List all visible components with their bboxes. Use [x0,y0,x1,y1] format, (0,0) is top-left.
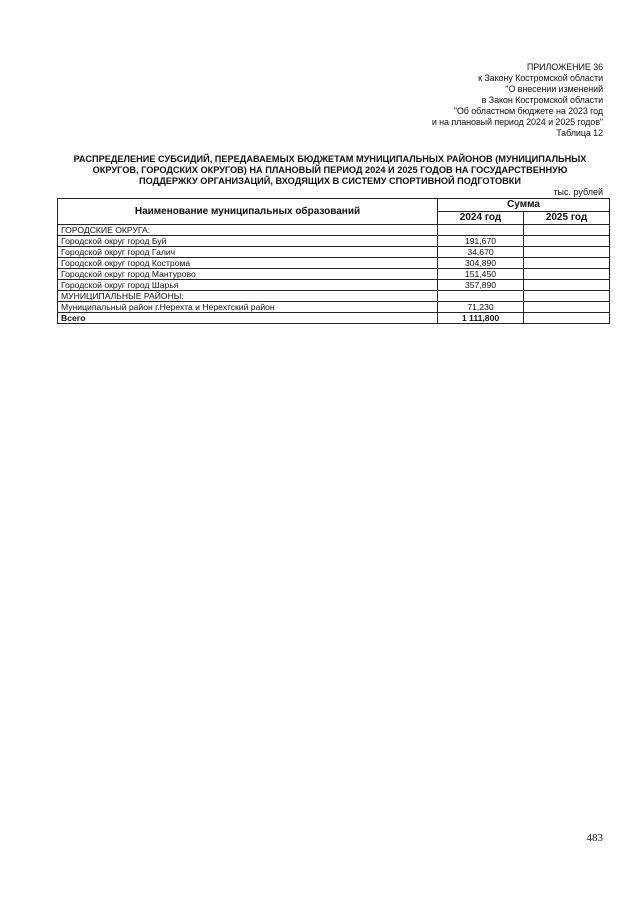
appendix-header-line: "Об областном бюджете на 2023 год [453,106,603,116]
row-value-2024: 34,670 [438,247,524,258]
row-value-2024: 357,890 [438,280,524,291]
document-title-line: ОКРУГОВ, ГОРОДСКИХ ОКРУГОВ) НА ПЛАНОВЫЙ ПЕРИОД 2024 И 2025 ГОДОВ НА ГОСУДАРСТВЕННУЮ [92,165,568,175]
row-name: ГОРОДСКИЕ ОКРУГА: [58,225,438,236]
table-row [58,258,610,269]
column-header-name: Наименование муниципальных образований [58,199,438,225]
table-row [58,269,610,280]
document-title [40,154,620,187]
row-value-2024: 151,450 [438,269,524,280]
appendix-header-line: и на плановый период 2024 и 2025 годов" [431,117,603,127]
document-title-line: РАСПРЕДЕЛЕНИЕ СУБСИДИЙ, ПЕРЕДАВАЕМЫХ БЮДЖЕТАМ МУНИЦИПАЛЬНЫХ РАЙОНОВ (МУНИЦИПАЛЬНЫХ [73,154,587,164]
row-name: МУНИЦИПАЛЬНЫЕ РАЙОНЫ: [58,291,438,302]
table-row [58,236,610,247]
table-row [58,291,610,302]
table-number: Таблица 12 [556,128,603,138]
table-row [58,302,610,313]
row-name: Городской округ город Шарья [58,280,438,291]
row-name: Городской округ город Кострома [58,258,438,269]
appendix-header-line: к Закону Костромской области [478,73,603,83]
total-value-2024: 1 111,800 [438,313,524,324]
appendix-header [432,62,603,139]
document-title-line: ПОДДЕРЖКУ ОРГАНИЗАЦИЙ, ВХОДЯЩИХ В СИСТЕМУ СПОРТИВНОЙ ПОДГОТОВКИ [139,176,521,186]
row-value-2025 [524,236,610,247]
row-value-2025 [524,291,610,302]
table-row [58,247,610,258]
total-row [58,313,610,324]
row-name: Городской округ город Мантурово [58,269,438,280]
table-row [58,225,610,236]
units-label: тыс. рублей [553,187,603,197]
row-value-2025 [524,247,610,258]
column-header-2024: 2024 год [438,212,524,225]
total-value-2025 [524,313,610,324]
row-value-2025 [524,225,610,236]
subsidy-table [57,198,610,324]
column-header-sum: Сумма [438,199,610,212]
row-name: Муниципальный район г.Нерехта и Нерехтский район [58,302,438,313]
total-label: Всего [58,313,438,324]
appendix-header-line: в Закон Костромской области [481,95,603,105]
row-value-2025 [524,269,610,280]
appendix-header-line: ПРИЛОЖЕНИЕ 36 [526,62,603,72]
row-name: Городской округ город Галич [58,247,438,258]
column-header-2025: 2025 год [524,212,610,225]
table-row [58,280,610,291]
row-value-2024: 191,670 [438,236,524,247]
row-value-2024 [438,225,524,236]
row-value-2025 [524,280,610,291]
row-value-2024: 304,890 [438,258,524,269]
page-number: 483 [586,832,603,844]
row-value-2025 [524,258,610,269]
row-name: Городской округ город Буй [58,236,438,247]
row-value-2024 [438,291,524,302]
row-value-2025 [524,302,610,313]
appendix-header-line: "О внесении изменений [505,84,603,94]
row-value-2024: 71,230 [438,302,524,313]
